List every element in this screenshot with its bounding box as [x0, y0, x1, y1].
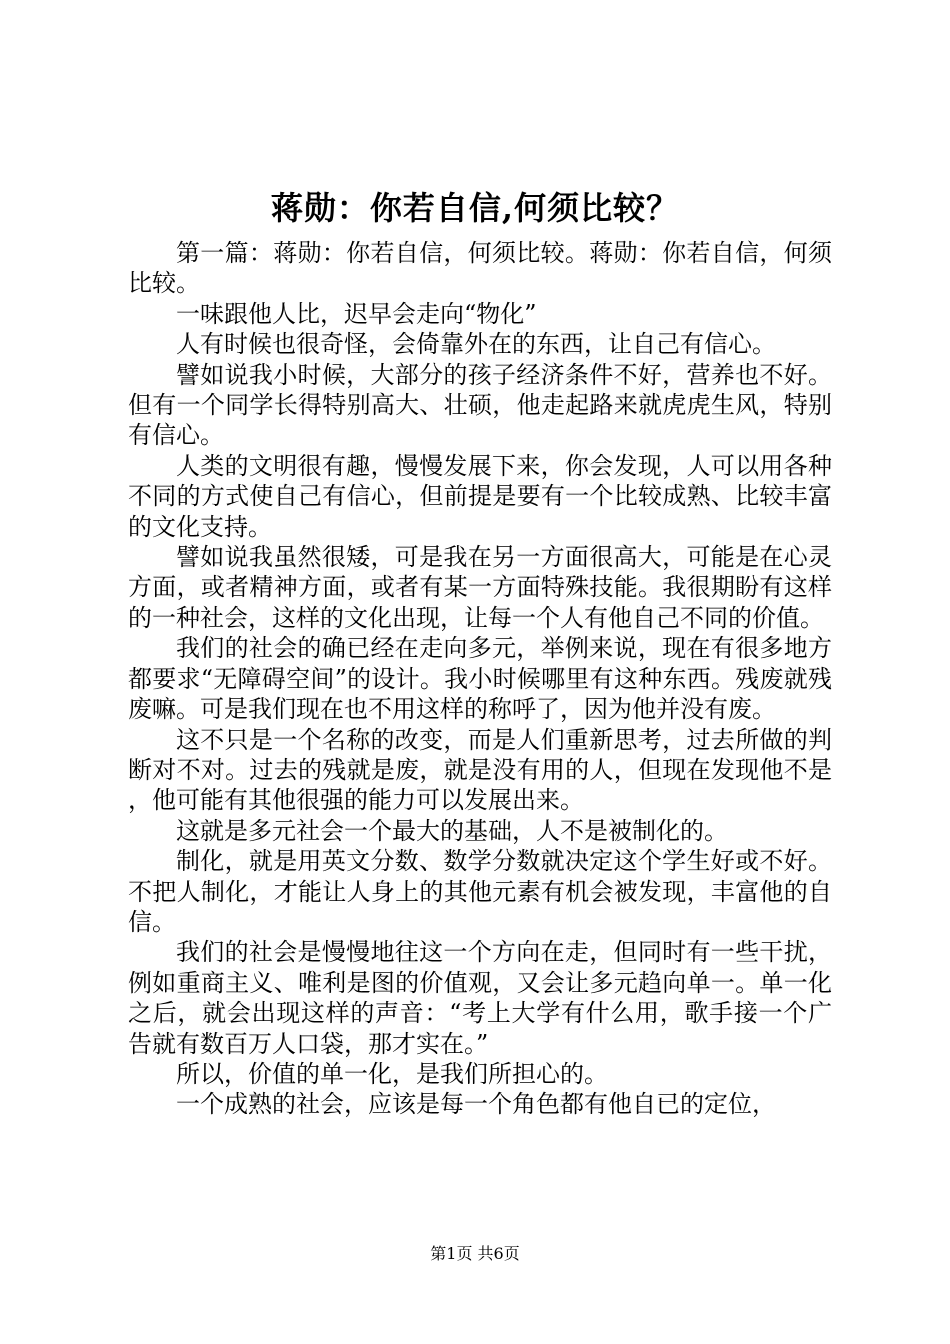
paragraph-4: 譬如说我小时候，大部分的孩子经济条件不好，营养也不好。但有一个同学长得特别高大、壮硕，他走起路来就虎虎生风，特别有信心。 [128, 360, 832, 450]
document-body [128, 238, 832, 1120]
paragraph-9: 这就是多元社会一个最大的基础，人不是被制化的。 [176, 816, 728, 845]
paragraph-8: 这不只是一个名称的改变，而是人们重新思考，过去所做的判断对不对。过去的残就是废，就是没有用的人，但现在发现他不是，他可能有其他很强的能力可以发展出来。 [128, 725, 832, 815]
paragraph-7: 我们的社会的确已经在走向多元，举例来说，现在有很多地方都要求“无障碍空间”的设计。我小时候哪里有这种东西。残废就残废嘛。可是我们现在也不用这样的称呼了，因为他并没有废。 [128, 634, 832, 724]
paragraph-6: 譬如说我虽然很矮，可是我在另一方面很高大，可能是在心灵方面，或者精神方面，或者有某一方面特殊技能。我很期盼有这样的一种社会，这样的文化出现，让每一个人有他自己不同的价值。 [128, 543, 832, 632]
paragraph-3: 人有时候也很奇怪，会倚靠外在的东西，让自己有信心。 [176, 330, 776, 359]
paragraph-13: 一个成熟的社会，应该是每一个角色都有他自已的定位， [176, 1090, 776, 1119]
paragraph-5: 人类的文明很有趣，慢慢发展下来，你会发现，人可以用各种不同的方式使自己有信心，但前提是要有一个比较成熟、比较丰富的文化支持。 [128, 451, 832, 541]
paragraph-12: 所以，价值的单一化，是我们所担心的。 [176, 1059, 608, 1088]
page-number-footer: 第1页 共6页 [430, 1244, 520, 1263]
document-title: 蒋勋：你若自信,何须比较？ [270, 189, 680, 227]
paragraph-1: 第一篇：蒋勋：你若自信，何须比较。蒋勋：你若自信，何须比较。 [128, 239, 832, 298]
paragraph-2: 一味跟他人比，迟早会走向“物化” [176, 299, 537, 328]
paragraph-11: 我们的社会是慢慢地往这一个方向在走，但同时有一些干扰，例如重商主义、唯利是图的价值观，又会让多元趋向单一。单一化之后，就会出现这样的声音：“考上大学有什么用，歌手接一个广告就有数百万人口袋，那才实在。” [128, 938, 832, 1058]
paragraph-10: 制化，就是用英文分数、数学分数就决定这个学生好或不好。不把人制化，才能让人身上的其他元素有机会被发现，丰富他的自信。 [128, 847, 832, 936]
